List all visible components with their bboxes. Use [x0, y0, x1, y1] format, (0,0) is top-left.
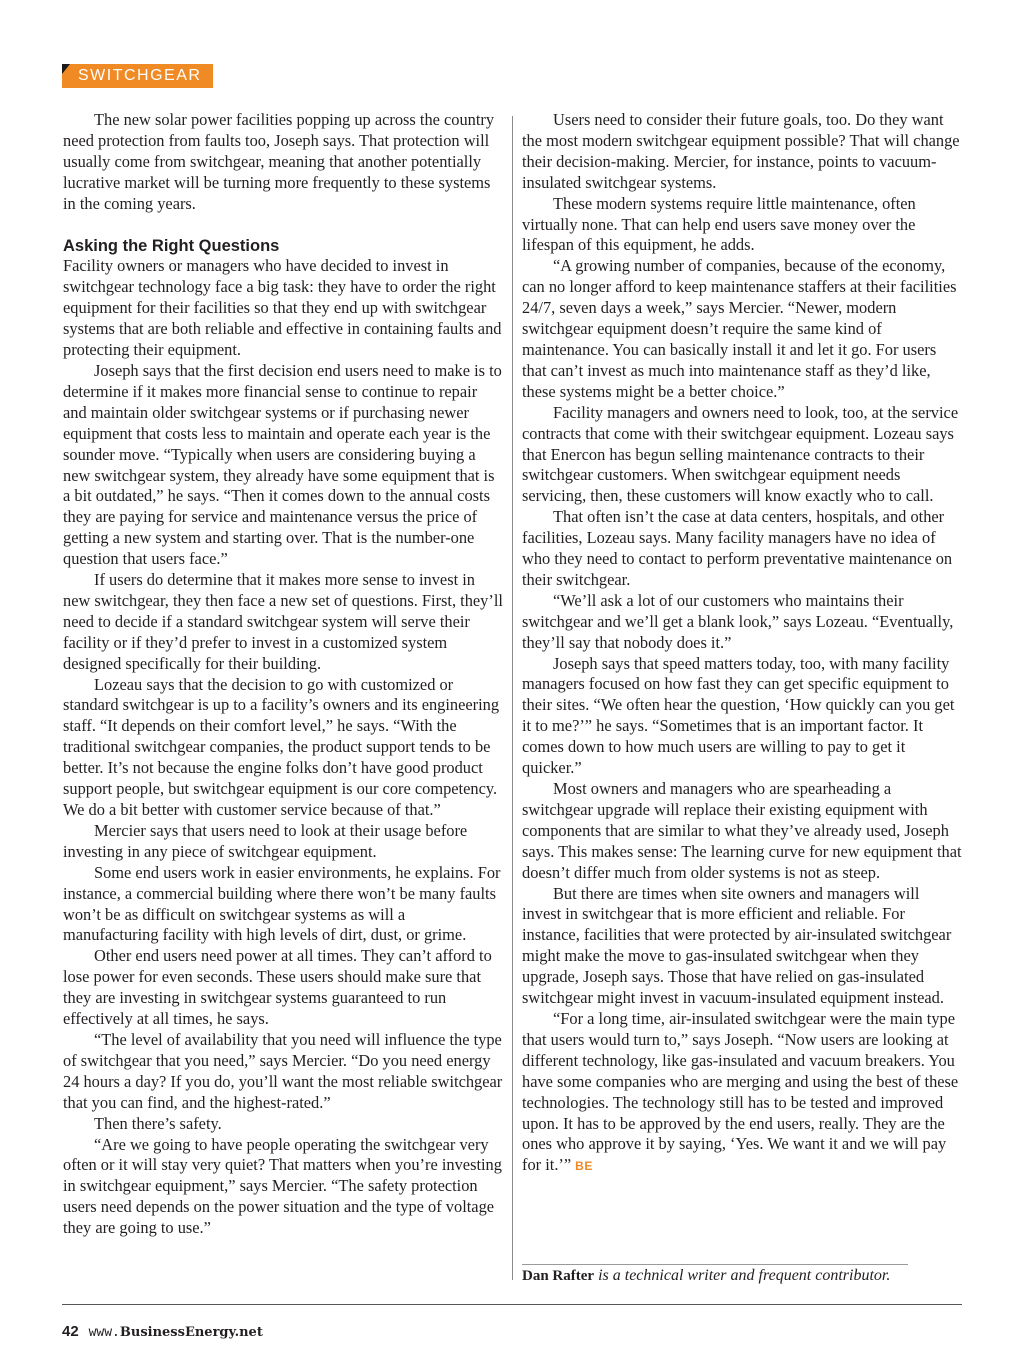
paragraph: Then there’s safety. [94, 1113, 222, 1133]
tag-notch-icon [62, 64, 70, 74]
paragraph: Joseph says that the first decision end users need to make is to determine if it makes more financial sense to continue to repair and maintain older switchgear systems or if purchasing newer equipment that costs less to maintain and operate each year is the sounder move. “Typically when users are considering buying a new switchgear system, they already have some equipment that is a bit outdated,” he says. “Then it comes down to the annual costs they are paying for service and maintenance versus the price of getting a new system and starting over. That is the number-one question that users face.” [63, 360, 502, 569]
paragraph: Facility owners or managers who have decided to invest in switchgear technology face a big task: they have to order the right equipment for their facilities so that they end up with switchgear systems that are both reliable and effective in containing faults and protecting their equipment. [63, 256, 502, 360]
paragraph: That often isn’t the case at data centers, hospitals, and other facilities, Lozeau says. Many facility managers have no idea of who they need to contact to perform preventative maintenance on their switchgear. [522, 507, 953, 589]
page-footer [62, 1322, 263, 1342]
paragraph: If users do determine that it makes more sense to invest in new switchgear, they then face a new set of questions. First, they’ll need to decide if a standard switchgear system will serve their facility or if they’d prefer to invest in a customized system designed specifically for their building. [63, 570, 503, 673]
paragraph: Mercier says that users need to look at their usage before investing in any piece of switchgear equipment. [63, 820, 468, 861]
paragraph: Most owners and managers who are spearheading a switchgear upgrade will replace their existing equipment with components that are similar to what they’ve already used, Joseph says. This makes sense: The learning curve for new equipment that doesn’t differ much from older systems is not as steep. [522, 779, 962, 882]
end-mark-logo: BE [575, 1159, 593, 1174]
website-link[interactable] [89, 1323, 263, 1339]
page-number: 42 [62, 1323, 79, 1340]
paragraph: “Are we going to have people operating the switchgear very often or it will stay very quiet? That matters when you’re investing in switchgear equipment,” says Mercier. “The safety protection users need depends on the power situation and the type of voltage they are going to use.” [63, 1134, 502, 1238]
site-prefix: www. [88, 1325, 120, 1340]
last-paragraph [522, 1009, 962, 1177]
right-column [522, 110, 962, 1177]
paragraph: Users need to consider their future goals, too. Do they want the most modern switchgear equipment possible? That will change their decision-making. Mercier, for instance, points to vacuum-insulated switchgear systems. [522, 110, 960, 192]
footer-rule [62, 1304, 962, 1305]
paragraph: “A growing number of companies, because of the economy, can no longer afford to keep maintenance staffers at their facilities 24/7, seven days a week,” says Mercier. “Newer, modern switchgear equipment doesn’t require the same kind of maintenance. You can basically install it and let it go. For users that can’t invest as much into maintenance staff as they’d like, these systems might be a better choice.” [522, 256, 957, 401]
paragraph: The new solar power facilities popping up across the country need protection from faults too, Joseph says. That protection will usually come from switchgear, meaning that another potentially lucrative market will be turning more frequently to these systems in the coming years. [63, 110, 495, 213]
section-label: SWITCHGEAR [78, 67, 202, 84]
paragraph: Lozeau says that the decision to go with customized or standard switchgear is up to a facility’s owners and its engineering staff. “It depends on their comfort level,” he says. “With the traditional switchgear companies, the product support tends to be better. It’s not because the engine folks don’t have good product support people, but switchgear equipment is our core competency. We do a bit better with customer service because of that.” [63, 674, 500, 819]
section-heading: Asking the Right Questions [63, 236, 280, 255]
paragraph: “The level of availability that you need will influence the type of switchgear that you need,” says Mercier. “Do you need energy 24 hours a day? If you do, you’ll want the most reliable switchgear that you can find, and the highest-rated.” [63, 1029, 503, 1112]
paragraph: Some end users work in easier environments, he explains. For instance, a commercial building where there won’t be many faults won’t be as difficult on switchgear systems as will a manufacturing facility with high levels of dirt, dust, or grime. [63, 862, 501, 945]
site-name: BusinessEnergy.net [119, 1325, 263, 1340]
paragraph: Facility managers and owners need to look, too, at the service contracts that come with their switchgear equipment. Lozeau says that Enercon has begun selling maintenance contracts to their switchgear customers. When switchgear equipment needs servicing, then, these customers will know exactly who to call. [522, 402, 959, 506]
author-description: is a technical writer and frequent contributor. [598, 1267, 891, 1284]
paragraph-text: “For a long time, air-insulated switchgear were the main type that users would turn to,” says Joseph. “Now users are looking at different technology, like gas-insulated and vacuum breakers. You have some companies who are merging and using the best of these technologies. The technology still has to be tested and improved upon. It has to be approved by the end users, really. They are the ones who approve it by saying, ‘Yes. We want it and we will pay for it.’” [522, 1008, 959, 1175]
paragraph: Joseph says that speed matters today, too, with many facility managers focused on how fast they can get specific equipment to their sites. “We often hear the question, ‘How quickly can you get it to me?’” he says. “Sometimes that is an important factor. It comes down to how much users are willing to pay to get it quicker.” [522, 653, 955, 778]
section-tag [62, 64, 213, 88]
paragraph: Other end users need power at all times. They can’t afford to lose power for even seconds. These users should make sure that they are investing in switchgear systems guaranteed to run effectively at all times, he says. [63, 946, 492, 1029]
left-column [63, 110, 503, 1239]
paragraph: These modern systems require little maintenance, often virtually none. That can help end users save money over the lifespan of this equipment, he adds. [522, 193, 916, 255]
column-divider [512, 116, 513, 1280]
author-name: Dan Rafter [522, 1268, 595, 1284]
paragraph: But there are times when site owners and managers will invest in switchgear that is more efficient and reliable. For instance, facilities that were protected by air-insulated switchgear might make the move to gas-insulated switchgear when they upgrade, Joseph says. Those that have relied on gas-insulated switchgear might invest in vacuum-insulated equipment instead. [522, 883, 952, 1008]
author-bio [522, 1266, 890, 1286]
author-rule [522, 1264, 908, 1265]
paragraph: “We’ll ask a lot of our customers who maintains their switchgear and we’ll get a blank look,” says Lozeau. “Eventually, they’ll say that nobody does it.” [522, 590, 954, 652]
